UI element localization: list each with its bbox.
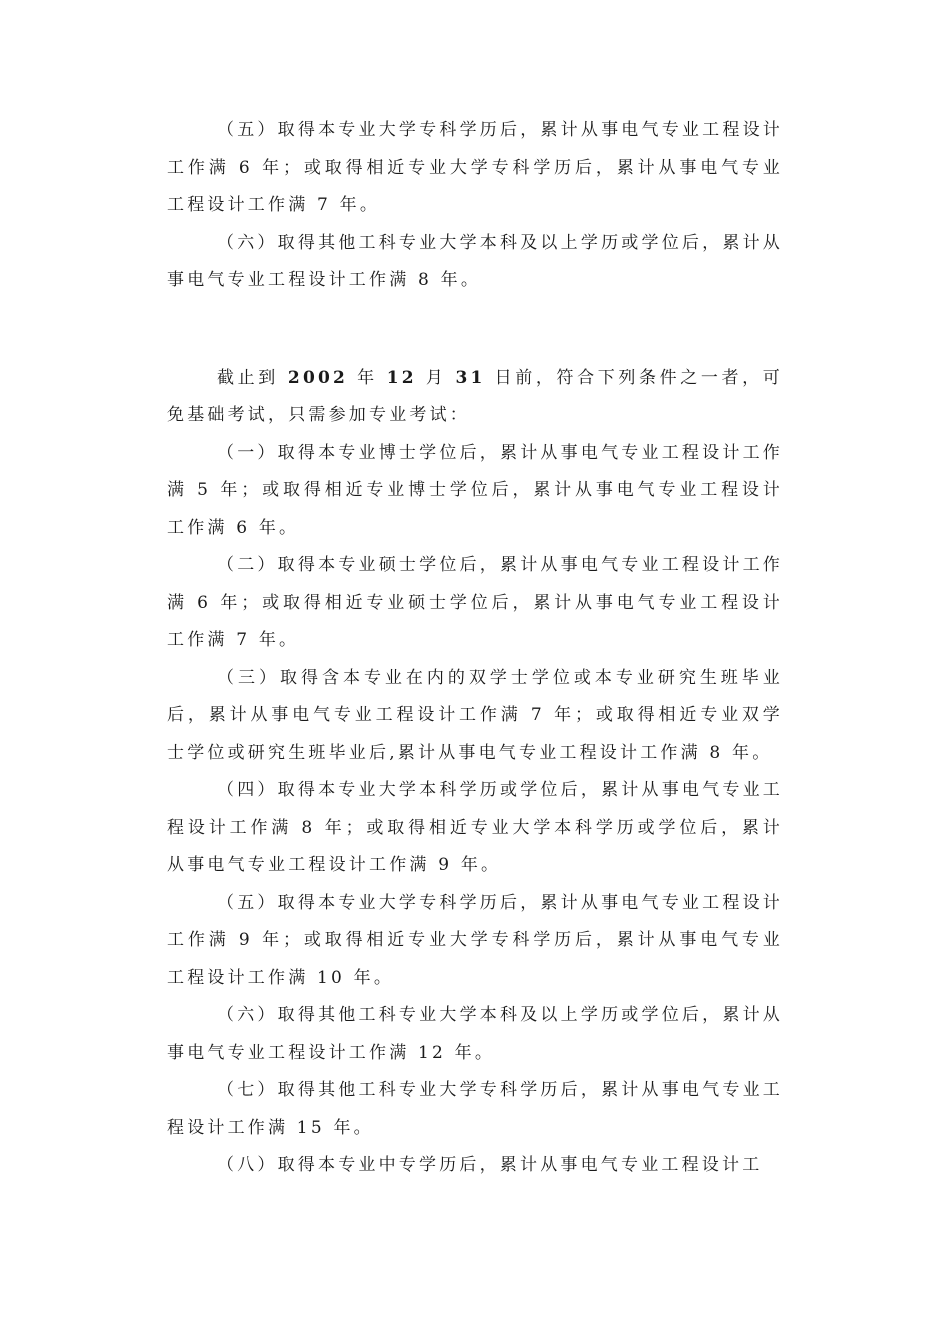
intro-prefix: 截止到 [217, 367, 288, 388]
paragraph-item: （五）取得本专业大学专科学历后，累计从事电气专业工程设计工作满 6 年；或取得相近专业大学专科学历后，累计从事电气专业工程设计工作满 7 年。 [167, 120, 783, 215]
intro-mid2: 月 [416, 367, 456, 388]
paragraph-item: （一）取得本专业博士学位后，累计从事电气专业工程设计工作满 5 年；或取得相近专业博士学位后，累计从事电气专业工程设计工作满 6 年。 [167, 442, 783, 538]
paragraph-item: （七）取得其他工科专业大学专科学历后，累计从事电气专业工程设计工作满 15 年。 [167, 1080, 783, 1138]
intro-year: 2002 [287, 367, 349, 388]
paragraph-item: （三）取得含本专业在内的双学士学位或本专业研究生班毕业后，累计从事电气专业工程设计工作满 7 年；或取得相近专业双学士学位或研究生班毕业后,累计从事电气专业工程设计工作满 8 年。 [167, 667, 783, 763]
paragraph-item: （四）取得本专业大学本科学历或学位后，累计从事电气专业工程设计工作满 8 年；或取得相近专业大学本科学历或学位后，累计从事电气专业工程设计工作满 9 年。 [167, 780, 783, 875]
paragraph-item: （六）取得其他工科专业大学本科及以上学历或学位后，累计从事电气专业工程设计工作满 8 年。 [167, 232, 783, 290]
section-b [167, 360, 783, 1185]
paragraph-item: （五）取得本专业大学专科学历后，累计从事电气专业工程设计工作满 9 年；或取得相近专业大学专科学历后，累计从事电气专业工程设计工作满 10 年。 [167, 892, 783, 988]
intro-mid1: 年 [348, 367, 387, 388]
paragraph-item: （二）取得本专业硕士学位后，累计从事电气专业工程设计工作满 6 年；或取得相近专业硕士学位后，累计从事电气专业工程设计工作满 7 年。 [167, 555, 783, 650]
intro-suffix: 日前，符合下列条件之一者，可免基础考试，只需参加专业考试： [167, 367, 783, 425]
intro-month: 12 [386, 367, 417, 388]
section-a [167, 112, 783, 300]
intro-day: 31 [455, 367, 486, 388]
paragraph-item: （八）取得本专业中专学历后，累计从事电气专业工程设计工 [217, 1155, 763, 1175]
paragraph-item: （六）取得其他工科专业大学本科及以上学历或学位后，累计从事电气专业工程设计工作满 12 年。 [167, 1005, 783, 1063]
document-page [167, 112, 783, 1185]
section-gap [167, 300, 783, 360]
intro-paragraph [167, 360, 783, 435]
